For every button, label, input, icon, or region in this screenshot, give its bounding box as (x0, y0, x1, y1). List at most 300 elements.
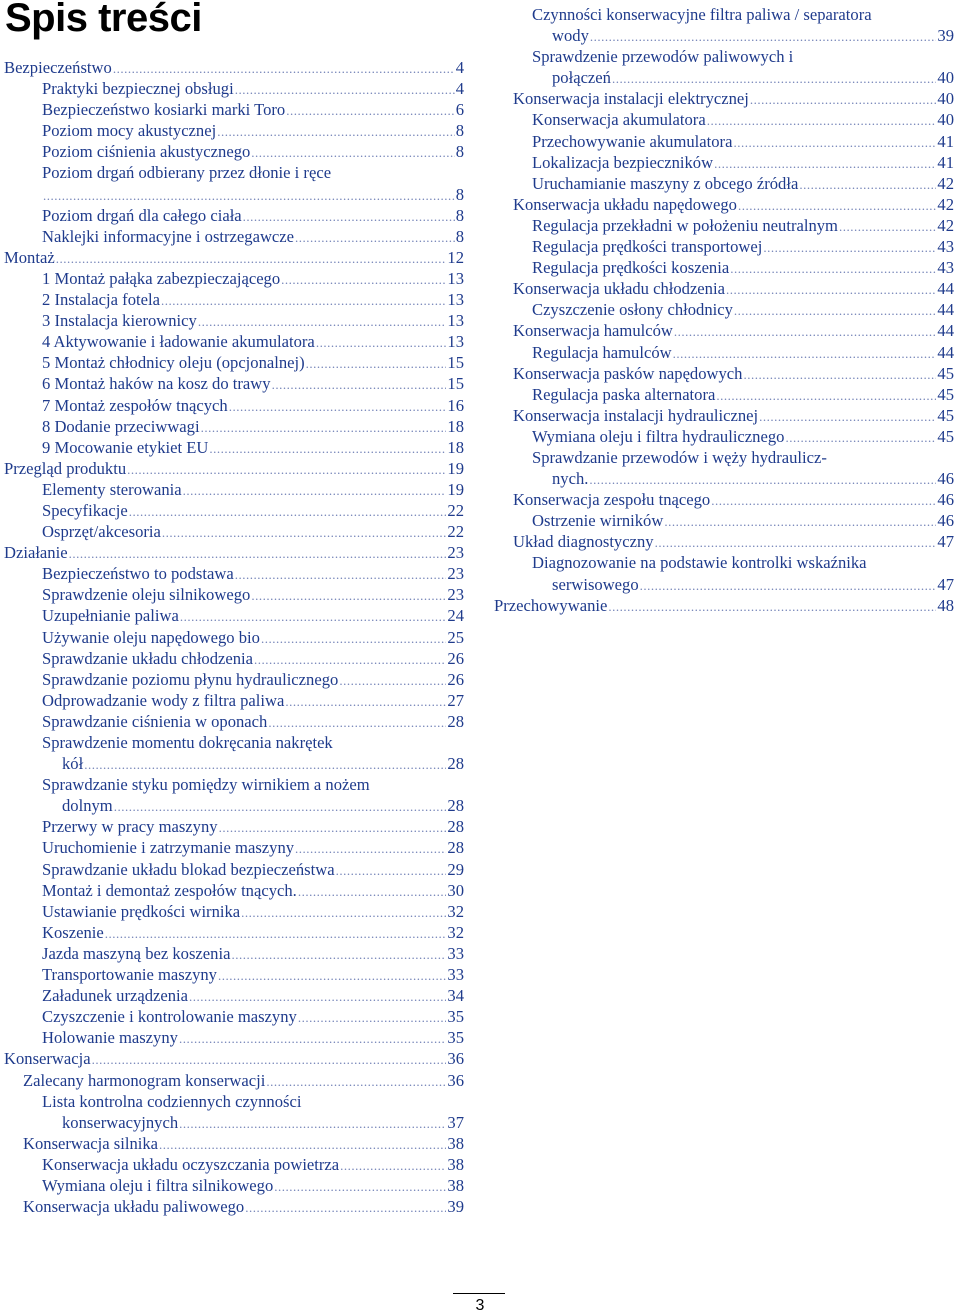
toc-entry-page-number: 47 (937, 574, 954, 594)
toc-entry[interactable] (4, 584, 464, 605)
toc-entry-title: Lista kontrolna codziennych czynności (42, 1091, 302, 1111)
toc-entry[interactable] (494, 236, 954, 257)
toc-entry-page-number: 26 (447, 669, 464, 689)
page-number: 3 (475, 1297, 485, 1314)
toc-entry[interactable] (4, 521, 464, 542)
toc-entry-page-number: 29 (447, 859, 464, 879)
toc-entry[interactable] (4, 837, 464, 858)
toc-entry-title: Załadunek urządzenia (42, 986, 189, 1006)
toc-entry-title: Konserwacja silnika (23, 1133, 159, 1153)
toc-entry-page-number: 15 (447, 374, 464, 394)
toc-entry-title: Sprawdzenie oleju silnikowego (42, 585, 251, 605)
toc-entry-title: Montaż i demontaż zespołów tnących. (42, 880, 297, 900)
dot-leader (339, 670, 446, 691)
toc-entry-page-number: 37 (447, 1112, 464, 1132)
toc-entry-title: Działanie (4, 543, 68, 563)
dot-leader (295, 227, 455, 248)
toc-entry-title: Czyszczenie osłony chłodnicy (532, 300, 733, 320)
toc-entry-title: Wymiana oleju i filtra silnikowego (42, 1175, 274, 1195)
toc-entry-title: 7 Montaż zespołów tnących (42, 395, 228, 415)
toc-entry-page-number: 44 (937, 342, 954, 362)
toc-entry[interactable] (4, 964, 464, 985)
toc-entry[interactable] (494, 384, 954, 405)
toc-entry-page-number: 39 (447, 1197, 464, 1217)
toc-entry-title: Regulacja przekładni w położeniu neutralnym (532, 215, 838, 235)
toc-entry-title: 6 Montaż haków na kosz do trawy (42, 374, 271, 394)
toc-entry[interactable] (4, 78, 464, 99)
dot-leader (231, 944, 446, 965)
toc-entry-page-number: 30 (447, 880, 464, 900)
toc-entry-page-number: 32 (447, 922, 464, 942)
dot-leader (162, 522, 447, 543)
toc-entry-wrapped[interactable] (494, 46, 954, 67)
toc-entry[interactable] (4, 331, 464, 352)
toc-entry-page-number: 43 (937, 258, 954, 278)
toc-entry-title: Uruchomienie i zatrzymanie maszyny (42, 838, 295, 858)
dot-leader (179, 1028, 446, 1049)
dot-leader (129, 501, 447, 522)
toc-entry-page-number: 28 (447, 754, 464, 774)
dot-leader (198, 311, 447, 332)
toc-entry[interactable] (494, 574, 954, 595)
dot-leader (235, 564, 447, 585)
dot-leader (711, 490, 936, 511)
toc-entry-page-number: 48 (937, 595, 954, 615)
dot-leader (714, 153, 936, 174)
toc-entry[interactable] (4, 373, 464, 394)
toc-entry[interactable] (4, 141, 464, 162)
toc-entry[interactable] (4, 458, 464, 479)
toc-entry[interactable] (4, 901, 464, 922)
toc-entry-wrapped[interactable] (494, 4, 954, 25)
toc-entry[interactable] (4, 943, 464, 964)
toc-entry-title: Poziom drgań odbierany przez dłonie i ręce (42, 163, 332, 183)
dot-leader (730, 258, 936, 279)
dot-leader (254, 649, 446, 670)
toc-entry-title: Ustawianie prędkości wirnika (42, 901, 241, 921)
toc-entry-page-number: 28 (447, 838, 464, 858)
toc-entry-title: Przechowywanie (494, 595, 608, 615)
toc-entry-page-number: 27 (447, 690, 464, 710)
toc-entry-title: Konserwacja akumulatora (532, 110, 706, 130)
toc-entry-page-number: 23 (447, 585, 464, 605)
toc-entry-title: Uzupełnianie paliwa (42, 606, 179, 626)
toc-entry-page-number: 38 (447, 1133, 464, 1153)
toc-entry[interactable] (4, 1196, 464, 1217)
toc-entry[interactable] (4, 310, 464, 331)
dot-leader (159, 1134, 446, 1155)
toc-entry-page-number: 23 (447, 543, 464, 563)
toc-entry-page-number: 13 (447, 311, 464, 331)
dot-leader (590, 26, 937, 47)
toc-entry-title: Czyszczenie i kontrolowanie maszyny (42, 1007, 297, 1027)
dot-leader (286, 100, 454, 121)
toc-entry[interactable] (494, 426, 954, 447)
toc-entry-title: Holowanie maszyny (42, 1028, 178, 1048)
dot-leader (673, 343, 937, 364)
toc-entry-title: 9 Mocowanie etykiet EU (42, 437, 209, 457)
toc-entry-page-number: 41 (937, 131, 954, 151)
toc-entry[interactable] (4, 1027, 464, 1048)
toc-entry-title: Konserwacja instalacji elektrycznej (513, 89, 749, 109)
toc-entry-page-number: 34 (447, 986, 464, 1006)
toc-entry-page-number: 42 (937, 173, 954, 193)
toc-entry-page-number: 35 (447, 1028, 464, 1048)
toc-entry[interactable] (494, 194, 954, 215)
toc-entry-page-number: 36 (447, 1070, 464, 1090)
toc-entry-title: Jazda maszyną bez koszenia (42, 943, 231, 963)
toc-entry[interactable] (4, 859, 464, 880)
dot-leader (763, 237, 936, 258)
dot-leader (180, 606, 447, 627)
toc-entry-title: Montaż (4, 247, 55, 267)
toc-entry[interactable] (4, 226, 464, 247)
toc-entry-title: Lokalizacja bezpieczników (532, 152, 714, 172)
dot-leader (306, 353, 447, 374)
toc-entry[interactable] (4, 1154, 464, 1175)
toc-entry-title: Bezpieczeństwo kosiarki marki Toro (42, 100, 286, 120)
dot-leader (183, 480, 447, 501)
toc-entry[interactable] (4, 753, 464, 774)
toc-entry-page-number: 8 (455, 184, 464, 204)
toc-entry-page-number: 22 (447, 522, 464, 542)
toc-entry[interactable] (4, 711, 464, 732)
toc-entry[interactable] (494, 320, 954, 341)
dot-leader (298, 1007, 447, 1028)
dot-leader (251, 585, 446, 606)
toc-entry[interactable] (494, 109, 954, 130)
toc-entry[interactable] (4, 627, 464, 648)
toc-entry-page-number: 40 (937, 110, 954, 130)
toc-entry[interactable] (494, 510, 954, 531)
toc-entry-page-number: 13 (447, 268, 464, 288)
toc-entry[interactable] (4, 247, 464, 268)
dot-leader (285, 691, 446, 712)
toc-entry-title: Konserwacja układu napędowego (513, 194, 737, 214)
dot-leader (113, 58, 455, 79)
toc-entry[interactable] (4, 922, 464, 943)
toc-entry-page-number: 39 (937, 26, 954, 46)
dot-leader (161, 290, 446, 311)
dot-leader (272, 374, 447, 395)
toc-entry-title: Uruchamianie maszyny z obcego źródła (532, 173, 799, 193)
toc-entry[interactable] (494, 405, 954, 426)
toc-entry-page-number: 46 (937, 469, 954, 489)
toc-entry[interactable] (4, 1048, 464, 1069)
toc-entry[interactable] (494, 25, 954, 46)
toc-entry[interactable] (494, 489, 954, 510)
toc-entry[interactable] (4, 1006, 464, 1027)
toc-entry-page-number: 38 (447, 1154, 464, 1174)
dot-leader (750, 89, 937, 110)
toc-entry-wrapped[interactable] (4, 1091, 464, 1112)
toc-entry-title: Konserwacja (4, 1049, 91, 1069)
toc-entry-page-number: 25 (447, 627, 464, 647)
toc-entry-page-number: 15 (447, 353, 464, 373)
dot-leader (612, 68, 936, 89)
toc-entry[interactable] (4, 99, 464, 120)
dot-leader (340, 1155, 446, 1176)
toc-entry-page-number: 28 (447, 817, 464, 837)
toc-entry[interactable] (494, 152, 954, 173)
toc-entry-wrapped[interactable] (4, 774, 464, 795)
toc-entry-title: 4 Aktywowanie i ładowanie akumulatora (42, 332, 315, 352)
dot-leader (245, 1197, 446, 1218)
toc-entry-page-number: 8 (455, 142, 464, 162)
dot-leader (69, 543, 447, 564)
toc-entry-title: Konserwacja instalacji hydraulicznej (513, 405, 759, 425)
toc-entry[interactable] (4, 669, 464, 690)
toc-entry[interactable] (4, 605, 464, 626)
toc-entry-page-number: 6 (455, 100, 464, 120)
toc-entry-title: Konserwacja hamulców (513, 321, 673, 341)
toc-entry-page-number: 46 (937, 511, 954, 531)
dot-leader (674, 321, 937, 342)
toc-entry[interactable] (4, 648, 464, 669)
toc-entry[interactable] (4, 352, 464, 373)
dot-leader (179, 1113, 446, 1134)
toc-entry-title: Sprawdzanie przewodów i węży hydraulicz- (532, 447, 827, 467)
toc-entry-page-number: 28 (447, 711, 464, 731)
toc-entry-page-number: 8 (455, 121, 464, 141)
toc-entry-page-number: 16 (447, 395, 464, 415)
toc-entry-wrapped[interactable] (494, 552, 954, 573)
dot-leader (235, 79, 455, 100)
toc-entry-page-number: 42 (937, 194, 954, 214)
toc-entry-title: Bezpieczeństwo (4, 58, 112, 77)
toc-entry-page-number: 45 (937, 363, 954, 383)
dot-leader (640, 575, 937, 596)
toc-entry[interactable] (494, 531, 954, 552)
toc-entry[interactable] (4, 1175, 464, 1196)
toc-entry-page-number: 13 (447, 332, 464, 352)
toc-entry-title: Czynności konserwacyjne filtra paliwa / separatora (532, 5, 872, 24)
toc-entry-page-number: 45 (937, 405, 954, 425)
toc-entry[interactable] (494, 363, 954, 384)
dot-leader (743, 364, 936, 385)
dot-leader (716, 385, 936, 406)
toc-entry[interactable] (4, 289, 464, 310)
toc-entry[interactable] (4, 1133, 464, 1154)
dot-leader (251, 142, 454, 163)
toc-entry-page-number: 18 (447, 437, 464, 457)
footer-rule (453, 1293, 505, 1294)
toc-entry-title: połączeń (552, 68, 611, 88)
dot-leader (105, 923, 447, 944)
toc-entry-title: Regulacja prędkości koszenia (532, 258, 730, 278)
toc-entry-title: nych. (552, 469, 589, 489)
toc-entry[interactable] (494, 257, 954, 278)
dot-leader (316, 332, 447, 353)
toc-entry-title: Regulacja hamulców (532, 342, 672, 362)
toc-entry-page-number: 19 (447, 458, 464, 478)
toc-entry[interactable] (494, 342, 954, 363)
toc-entry-page-number: 28 (447, 796, 464, 816)
toc-entry-title: Poziom drgań dla całego ciała (42, 205, 242, 225)
toc-entry-title: Sprawdzanie poziomu płynu hydraulicznego (42, 669, 339, 689)
toc-entry-page-number: 40 (937, 89, 954, 109)
toc-entry-title: kół (62, 754, 84, 774)
dot-leader (734, 300, 936, 321)
dot-leader (127, 459, 446, 480)
toc-entry[interactable] (494, 595, 954, 616)
toc-entry-page-number: 8 (455, 226, 464, 246)
toc-entry[interactable] (494, 215, 954, 236)
dot-leader (759, 406, 936, 427)
toc-right-column (494, 4, 954, 616)
toc-entry-title: Poziom mocy akustycznej (42, 121, 217, 141)
toc-entry-page-number: 33 (447, 965, 464, 985)
dot-leader (241, 902, 446, 923)
toc-entry[interactable] (4, 816, 464, 837)
dot-leader (738, 195, 936, 216)
toc-entry[interactable] (4, 395, 464, 416)
toc-entry[interactable] (4, 479, 464, 500)
toc-entry[interactable] (4, 880, 464, 901)
dot-leader (655, 532, 937, 553)
dot-leader (266, 1071, 446, 1092)
toc-entry[interactable] (494, 88, 954, 109)
toc-entry[interactable] (4, 437, 464, 458)
toc-entry-title: Naklejki informacyjne i ostrzegawcze (42, 226, 295, 246)
dot-leader (298, 881, 447, 902)
toc-entry-page-number: 12 (447, 247, 464, 267)
toc-entry-page-number: 35 (447, 1007, 464, 1027)
toc-entry-title: Osprzęt/akcesoria (42, 522, 161, 542)
toc-entry[interactable] (4, 542, 464, 563)
toc-entry-title: Sprawdzenie przewodów paliwowych i (532, 47, 794, 67)
toc-entry[interactable] (494, 468, 954, 489)
toc-entry-page-number: 23 (447, 564, 464, 584)
toc-entry-page-number: 45 (937, 384, 954, 404)
toc-entry-title: Regulacja paska alternatora (532, 384, 716, 404)
toc-entry[interactable] (4, 120, 464, 141)
toc-entry-title: Odprowadzanie wody z filtra paliwa (42, 690, 285, 710)
dot-leader (189, 986, 446, 1007)
toc-entry-wrapped[interactable] (4, 162, 464, 183)
dot-leader (295, 838, 446, 859)
dot-leader (664, 511, 936, 532)
dot-leader (56, 248, 447, 269)
toc-entry-page-number: 4 (455, 79, 464, 99)
toc-entry-title: 3 Instalacja kierownicy (42, 311, 197, 331)
dot-leader (589, 469, 936, 490)
toc-entry[interactable] (4, 690, 464, 711)
toc-entry-page-number: 8 (455, 205, 464, 225)
dot-leader (785, 427, 936, 448)
toc-entry-page-number: 44 (937, 321, 954, 341)
toc-entry-title: Sprawdzanie układu chłodzenia (42, 648, 254, 668)
toc-entry[interactable] (494, 131, 954, 152)
toc-entry-title: Sprawdzanie styku pomiędzy wirnikiem a nożem (42, 775, 370, 795)
toc-entry-title: Wymiana oleju i filtra hydraulicznego (532, 426, 785, 446)
toc-entry[interactable] (494, 173, 954, 194)
toc-entry[interactable] (4, 268, 464, 289)
toc-entry-page-number: 32 (447, 901, 464, 921)
toc-entry-page-number: 41 (937, 152, 954, 172)
toc-entry-page-number: 19 (447, 479, 464, 499)
dot-leader (114, 796, 447, 817)
toc-entry-page-number: 38 (447, 1175, 464, 1195)
dot-leader (274, 1176, 446, 1197)
toc-entry[interactable] (494, 67, 954, 88)
dot-leader (218, 965, 446, 986)
toc-entry-title: 8 Dodanie przeciwwagi (42, 416, 200, 436)
toc-entry[interactable] (494, 278, 954, 299)
toc-entry[interactable] (494, 299, 954, 320)
toc-entry-page-number: 44 (937, 300, 954, 320)
dot-leader (243, 206, 455, 227)
toc-entry[interactable] (4, 205, 464, 226)
toc-entry-title: Regulacja prędkości transportowej (532, 237, 763, 257)
toc-entry[interactable] (4, 1070, 464, 1091)
toc-entry[interactable] (4, 57, 464, 78)
toc-entry-page-number: 33 (447, 943, 464, 963)
toc-entry-page-number: 36 (447, 1049, 464, 1069)
toc-entry-page-number: 43 (937, 237, 954, 257)
dot-leader (229, 396, 447, 417)
toc-entry[interactable] (4, 416, 464, 437)
toc-entry-title: 2 Instalacja fotela (42, 290, 160, 310)
toc-entry[interactable] (4, 985, 464, 1006)
toc-entry-title: Sprawdzanie układu blokad bezpieczeństwa (42, 859, 335, 879)
toc-entry-title: konserwacyjnych (62, 1112, 179, 1132)
dot-leader (217, 121, 455, 142)
toc-entry-page-number: 4 (455, 58, 464, 77)
dot-leader (281, 269, 446, 290)
toc-entry-title: Konserwacja zespołu tnącego (513, 490, 711, 510)
toc-entry[interactable] (4, 795, 464, 816)
toc-entry-title: Bezpieczeństwo to podstawa (42, 564, 234, 584)
dot-leader (209, 438, 446, 459)
toc-entry-title: Używanie oleju napędowego bio (42, 627, 260, 647)
dot-leader (839, 216, 936, 237)
toc-entry-title: serwisowego (552, 574, 639, 594)
toc-entry-title: Poziom ciśnienia akustycznego (42, 142, 251, 162)
toc-entry-page-number: 46 (937, 490, 954, 510)
toc-entry[interactable] (4, 563, 464, 584)
dot-leader (84, 754, 446, 775)
toc-entry-title: Konserwacja układu paliwowego (23, 1197, 245, 1217)
toc-entry[interactable] (4, 1112, 464, 1133)
toc-entry-page-number: 40 (937, 68, 954, 88)
toc-entry-page-number: 24 (447, 606, 464, 626)
toc-entry-title: wody (552, 26, 589, 46)
toc-entry[interactable] (4, 500, 464, 521)
toc-entry-page-number: 22 (447, 500, 464, 520)
toc-entry-page-number: 45 (937, 426, 954, 446)
toc-entry-wrapped[interactable] (494, 447, 954, 468)
toc-entry-title: Sprawdzenie momentu dokręcania nakrętek (42, 733, 333, 752)
toc-entry-wrapped[interactable] (4, 732, 464, 753)
dot-leader (336, 860, 447, 881)
toc-entry-title: Praktyki bezpiecznej obsługi (42, 79, 234, 99)
dot-leader (799, 174, 936, 195)
page-title: Spis treści (5, 0, 202, 40)
toc-entry-page-number: 18 (447, 416, 464, 436)
toc-entry-title: Koszenie (42, 922, 104, 942)
toc-entry-title: Specyfikacje (42, 500, 128, 520)
toc-entry-title: Ostrzenie wirników (532, 511, 664, 531)
toc-entry-page-number: 26 (447, 648, 464, 668)
toc-entry-title: Konserwacja pasków napędowych (513, 363, 743, 383)
dot-leader (261, 628, 446, 649)
toc-entry-title: Diagnozowanie na podstawie kontrolki wskaźnika (532, 553, 867, 573)
toc-entry[interactable] (4, 184, 464, 205)
toc-entry-title: Konserwacja układu oczyszczania powietrza (42, 1154, 340, 1174)
toc-entry-title: 5 Montaż chłodnicy oleju (opcjonalnej) (42, 353, 305, 373)
toc-entry-page-number: 42 (937, 215, 954, 235)
